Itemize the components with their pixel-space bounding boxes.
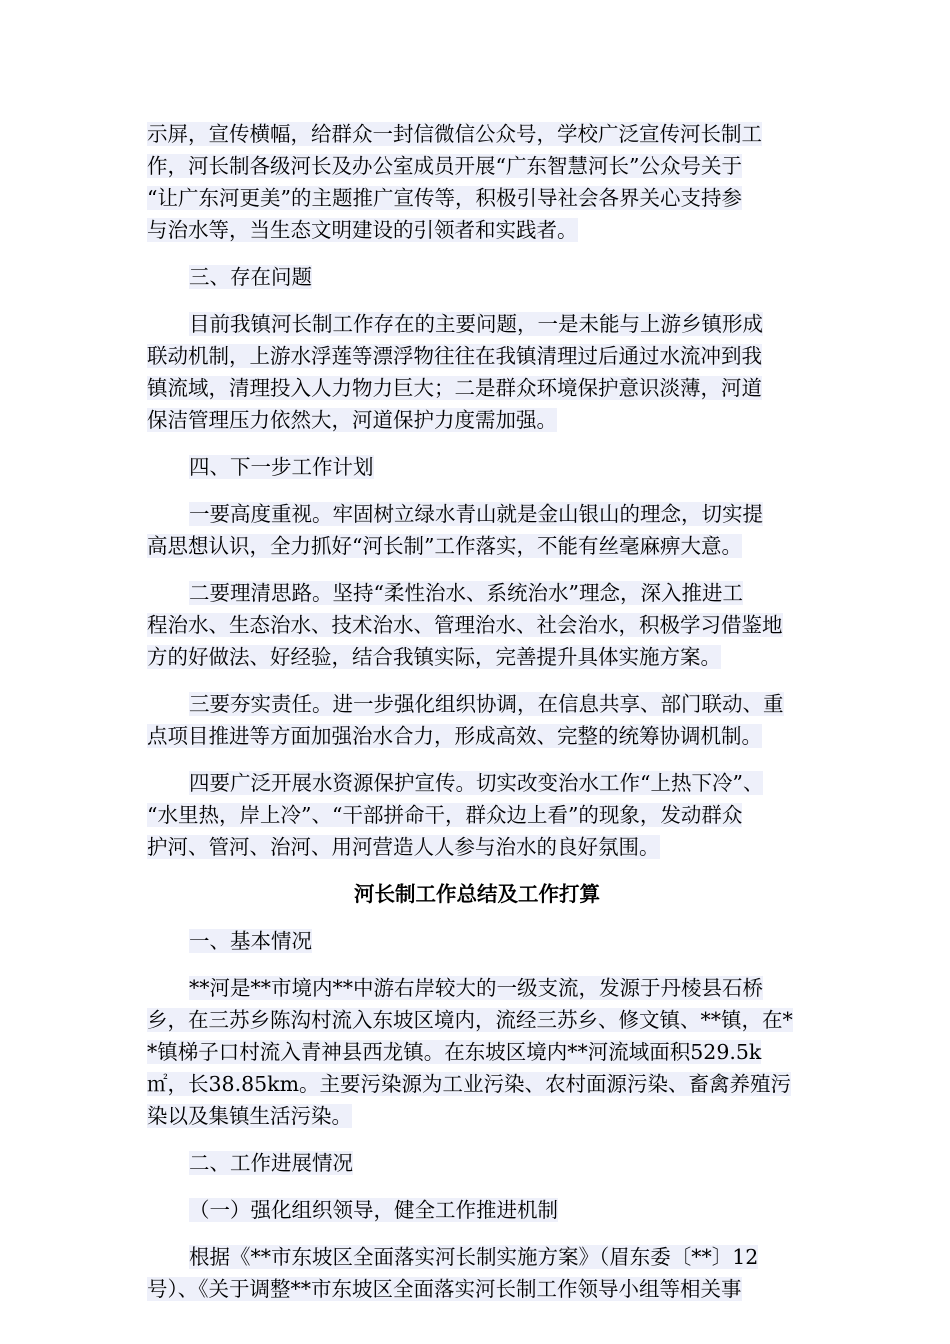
section-heading-progress [147, 1147, 807, 1179]
text-line: 方的好做法、好经验，结合我镇实际，完善提升具体实施方案。 [147, 645, 721, 669]
heading-line: 一、基本情况 [189, 929, 312, 953]
text-line: *镇梯子口村流入青神县西龙镇。在东坡区境内**河流域面积529.5k [147, 1040, 762, 1064]
section-heading-basic [147, 925, 807, 957]
text-line: “水里热，岸上冷”、“干部拼命干，群众边上看”的现象，发动群众 [147, 803, 743, 827]
paragraph-plan-2 [147, 577, 807, 673]
paragraph-plan-4 [147, 767, 807, 863]
paragraph-problems [147, 308, 807, 436]
heading-line: 二、工作进展情况 [189, 1151, 353, 1175]
text-line: 三要夯实责任。进一步强化组织协调，在信息共享、部门联动、重 [189, 692, 784, 716]
text-line: 护河、管河、治河、用河营造人人参与治水的良好氛围。 [147, 835, 660, 859]
text-line: 程治水、生态治水、技术治水、管理治水、社会治水，积极学习借鉴地 [147, 613, 783, 637]
paragraph-basic [147, 972, 807, 1132]
document-title [147, 878, 807, 910]
text-line: 作，河长制各级河长及办公室成员开展“广东智慧河长”公众号关于 [147, 154, 742, 178]
text-line: 镇流域，清理投入人力物力巨大；二是群众环境保护意识淡薄，河道 [147, 376, 762, 400]
text-line: 根据《**市东坡区全面落实河长制实施方案》（眉东委〔**〕12 [189, 1245, 759, 1269]
text-line: 染以及集镇生活污染。 [147, 1104, 352, 1128]
text-line: 与治水等，当生态文明建设的引领者和实践者。 [147, 218, 578, 242]
text-line: 目前我镇河长制工作存在的主要问题，一是未能与上游乡镇形成 [189, 312, 763, 336]
text-line: ㎡，长38.85km。主要污染源为工业污染、农村面源污染、畜禽养殖污 [147, 1072, 792, 1096]
text-line: 保洁管理压力依然大，河道保护力度需加强。 [147, 408, 557, 432]
paragraph-plan-1 [147, 498, 807, 562]
heading-line: （一）强化组织领导，健全工作推进机制 [189, 1198, 558, 1222]
text-line: 四要广泛开展水资源保护宣传。切实改变治水工作“上热下冷”、 [189, 771, 764, 795]
text-line: “让广东河更美”的主题推广宣传等，积极引导社会各界关心支持参 [147, 186, 742, 210]
heading-line: 三、存在问题 [189, 265, 312, 289]
section-heading-problems [147, 261, 807, 293]
text-line: 号）、《关于调整**市东坡区全面落实河长制工作领导小组等相关事 [147, 1277, 742, 1301]
text-line: 联动机制，上游水浮莲等漂浮物往往在我镇清理过后通过水流冲到我 [147, 344, 762, 368]
title-text: 河长制工作总结及工作打算 [354, 882, 600, 906]
paragraph-publicity [147, 118, 807, 246]
text-line: 高思想认识，全力抓好“河长制”工作落实，不能有丝毫麻痹大意。 [147, 534, 742, 558]
text-line: 一要高度重视。牢固树立绿水青山就是金山银山的理念，切实提 [189, 502, 763, 526]
section-heading-next-plan [147, 451, 807, 483]
text-line: 二要理清思路。坚持“柔性治水、系统治水”理念，深入推进工 [189, 581, 743, 605]
text-line: 示屏，宣传横幅，给群众一封信微信公众号，学校广泛宣传河长制工 [147, 122, 762, 146]
text-line: 乡，在三苏乡陈沟村流入东坡区境内，流经三苏乡、修文镇、**镇，在* [147, 1008, 793, 1032]
text-line: 点项目推进等方面加强治水合力，形成高效、完整的统筹协调机制。 [147, 724, 762, 748]
text-line: **河是**市境内**中游右岸较大的一级支流，发源于丹棱县石桥 [189, 976, 763, 1000]
subsection-heading-organization [147, 1194, 807, 1226]
paragraph-plan-3 [147, 688, 807, 752]
paragraph-basis [147, 1241, 807, 1305]
heading-line: 四、下一步工作计划 [189, 455, 374, 479]
document-page [147, 118, 807, 1305]
